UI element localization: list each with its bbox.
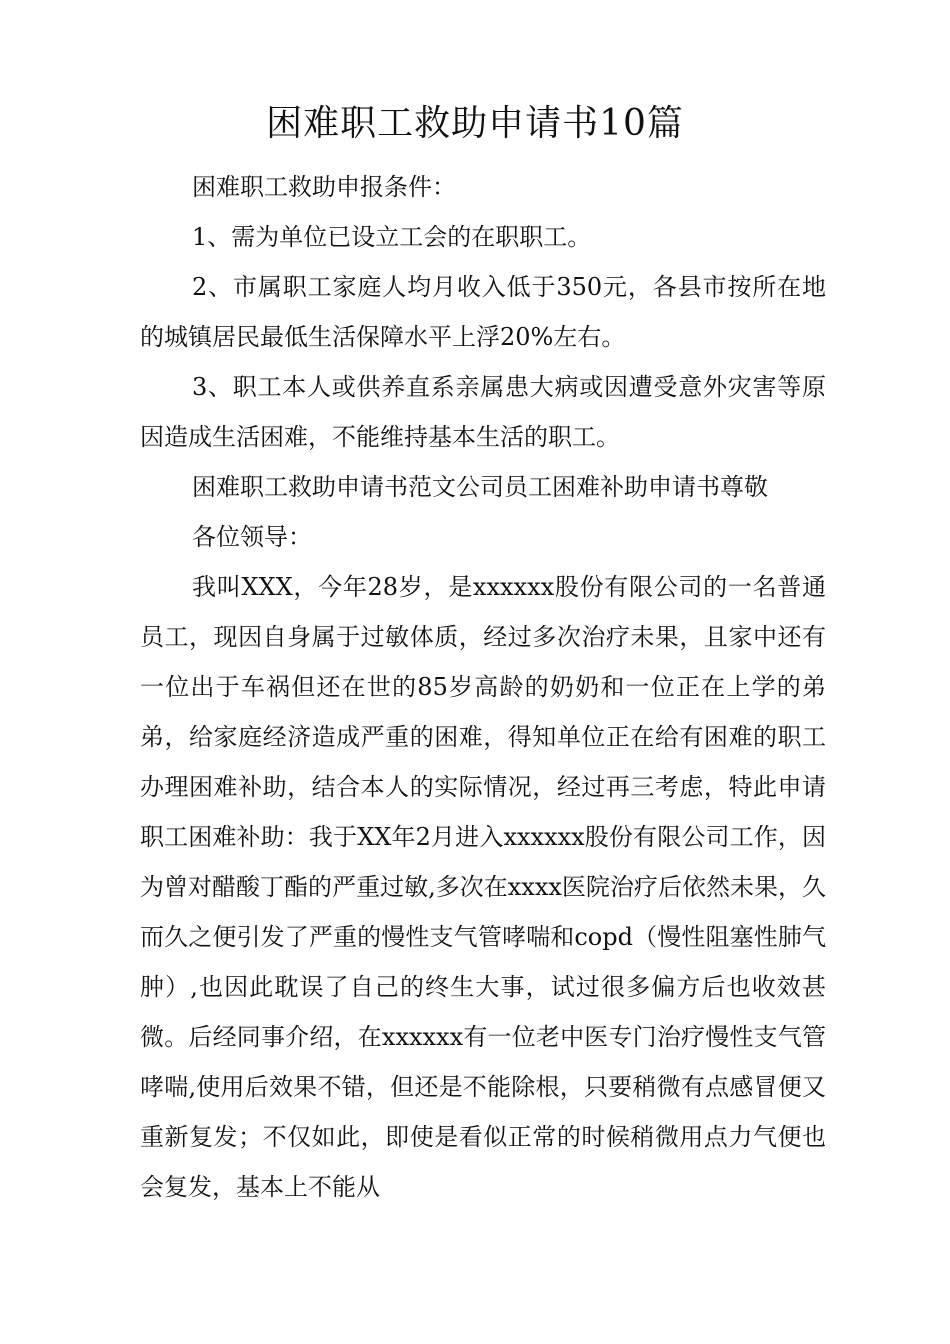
paragraph-condition-2: 2、市属职工家庭人均月收入低于350元，各县市按所在地的城镇居民最低生活保障水平上浮20%左右。 (140, 273, 826, 351)
document-title: 困难职工救助申请书10篇 (266, 103, 684, 144)
paragraph-condition-3: 3、职工本人或供养直系亲属患大病或因遭受意外灾害等原因造成生活困难，不能维持基本生活的职工。 (140, 373, 826, 451)
paragraph-sample-heading: 困难职工救助申请书范文公司员工困难补助申请书尊敬 (192, 473, 768, 501)
paragraph-salutation: 各位领导： (192, 523, 312, 551)
paragraph-conditions-heading: 困难职工救助申报条件： (192, 173, 456, 201)
paragraph-letter-body: 我叫XXX，今年28岁，是xxxxxx股份有限公司的一名普通员工，现因自身属于过敏体质，经过多次治疗未果，且家中还有一位出于车祸但还在世的85岁高龄的奶奶和一位正在上学的弟弟，给家庭经济造成严重的困难，得知单位正在给有困难的职工办理困难补助，结合本人的实际情况，经过再三考虑，特此申请职工困难补助：我于XX年2月进入xxxxxx股份有限公司工作，因为曾对醋酸丁酯的严重过敏,多次在xxxx医院治疗后依然未果，久而久之便引发了严重的慢性支气管哮喘和copd（慢性阻塞性肺气肿）,也因此耽误了自己的终生大事，试过很多偏方后也收效甚微。后经同事介绍，在xxxxxx有一位老中医专门治疗慢性支气管哮喘,使用后效果不错，但还是不能除根，只要稍微有点感冒便又重新复发；不仅如此，即使是看似正常的时候稍微用点力气便也会复发，基本上不能从 (140, 573, 826, 1201)
paragraph-condition-1: 1、需为单位已设立工会的在职职工。 (192, 223, 592, 251)
document-body (140, 162, 826, 1212)
